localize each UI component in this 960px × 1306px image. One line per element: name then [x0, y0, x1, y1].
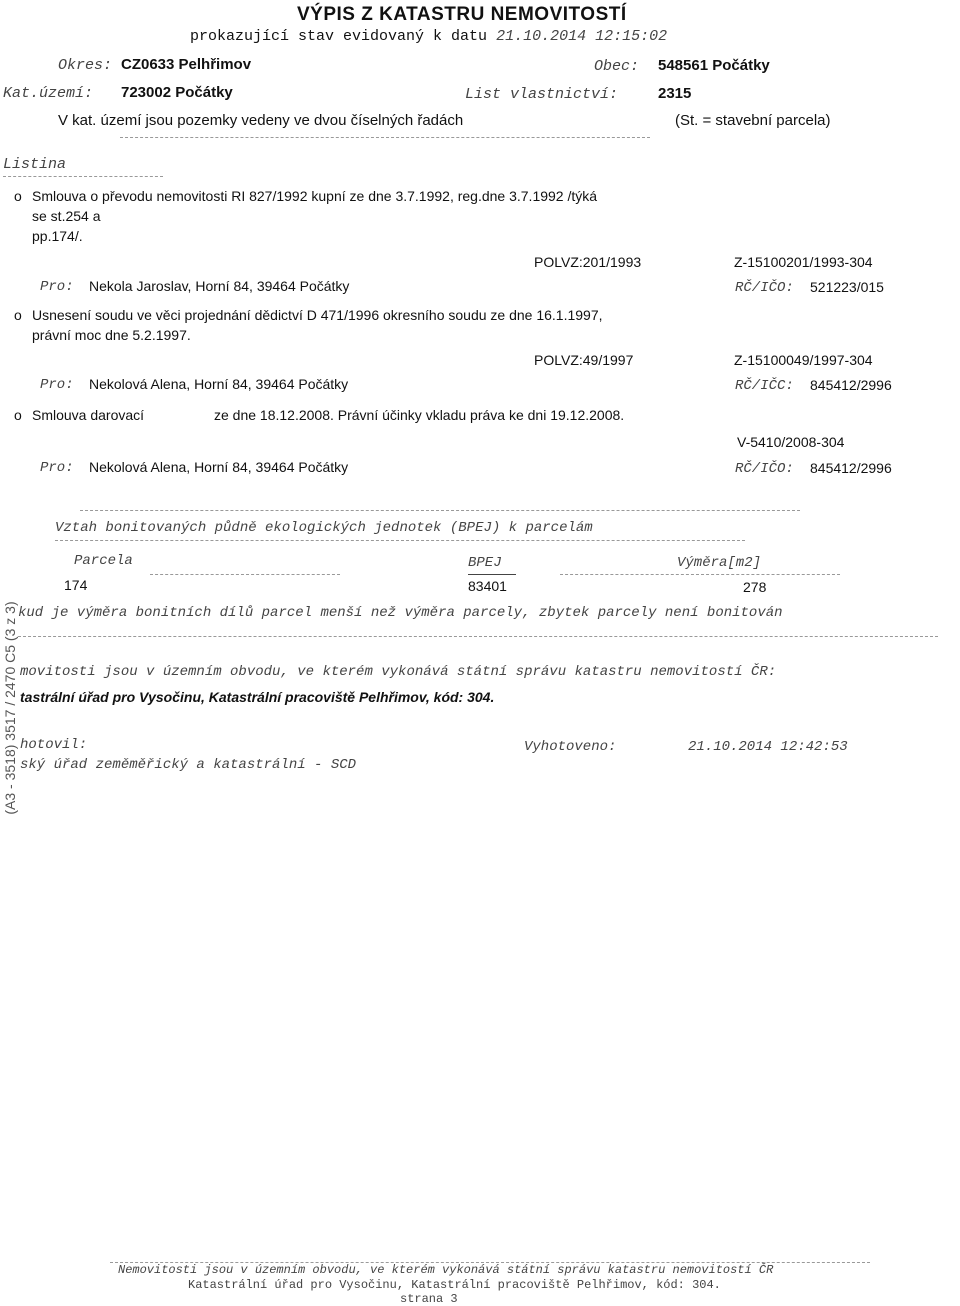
bpej-col-vymera: Výměra[m2] [677, 555, 762, 571]
entry-2-pro-value: Nekolová Alena, Horní 84, 39464 Počátky [89, 376, 349, 392]
entry-3-id-label: RČ/IČO: [735, 461, 794, 477]
list-item-bullet: o [14, 188, 22, 204]
divider [80, 510, 800, 511]
vyhotoveno-value: 21.10.2014 12:42:53 [688, 739, 848, 755]
bpej-note: kud je výměra bonitních dílů parcel menší než výměra parcely, zbytek parcely není bonitován [18, 605, 783, 621]
stavebni-parcela-note: (St. = stavební parcela) [675, 112, 831, 129]
katuzemi-label: Kat.území: [3, 85, 94, 102]
obec-value: 548561 Počátky [658, 57, 770, 74]
entry-2-pro-label: Pro: [40, 377, 74, 393]
obec-label: Obec: [594, 58, 640, 75]
entry-2-polvz: POLVZ:49/1997 [534, 352, 634, 368]
divider [55, 540, 745, 541]
bpej-row-parcela: 174 [64, 577, 88, 593]
entry-1-pro-label: Pro: [40, 279, 74, 295]
divider [3, 176, 163, 177]
okres-value: CZ0633 Pelhřimov [121, 56, 252, 73]
footer-line2: Katastrální úřad pro Vysočinu, Katastrální pracoviště Pelhřimov, kód: 304. [188, 1278, 721, 1292]
vyhotoveno-label: Vyhotoveno: [524, 739, 617, 755]
office-line1: movitosti jsou v územním obvodu, ve kterém vykonává státní správu katastru nemovitostí ČR: [20, 664, 777, 680]
divider [150, 574, 340, 575]
footer-line1: Nemovitosti jsou v územním obvodu, ve kterém vykonává státní správu katastru nemovitostí ČR [118, 1263, 774, 1277]
entry-3-pro-value: Nekolová Alena, Horní 84, 39464 Počátky [89, 459, 349, 475]
listina-heading: Listina [3, 156, 67, 173]
page-number: strana 3 [400, 1292, 458, 1306]
bpej-row-code: 83401 [468, 578, 507, 594]
katuzemi-value: 723002 Počátky [121, 84, 233, 101]
bpej-row-vymera: 278 [743, 579, 767, 595]
okres-label: Okres: [58, 57, 113, 74]
vyhotovil-label: hotovil: [20, 737, 88, 753]
vyhotovil-value: ský úřad zeměměřický a katastrální - SCD [20, 757, 357, 773]
entry-1-line2: se st.254 a [32, 208, 101, 224]
document-subtitle [190, 28, 667, 45]
list-label: List vlastnictví: [465, 86, 619, 103]
list-item-bullet: o [14, 307, 22, 323]
margin-reference: (A3 - 3518) 3517 / 2470 C5 (3 z 3) [2, 601, 18, 815]
entry-1-pro-value: Nekola Jaroslav, Horní 84, 39464 Počátky [89, 278, 350, 294]
bpej-heading: Vztah bonitovaných půdně ekologických jednotek (BPEJ) k parcelám [55, 520, 593, 536]
entry-3-id-value: 845412/2996 [810, 460, 892, 476]
divider [18, 636, 938, 637]
entry-2-line1: Usnesení soudu ve věci projednání dědictví D 471/1996 okresního soudu ze dne 16.1.1997, [32, 307, 603, 323]
entry-1-id-label: RČ/IČO: [735, 280, 794, 296]
subtitle-prefix: prokazující stav evidovaný k datu [190, 28, 488, 45]
entry-1-line1: Smlouva o převodu nemovitosti RI 827/1992 kupní ze dne 3.7.1992, reg.dne 3.7.1992 /týká [32, 188, 598, 204]
list-item-bullet: o [14, 407, 22, 423]
list-value: 2315 [658, 85, 692, 102]
entry-3-line1a: Smlouva darovací [32, 407, 145, 423]
subtitle-date: 21.10.2014 12:15:02 [496, 28, 668, 45]
divider [468, 574, 516, 575]
entry-1-polvz: POLVZ:201/1993 [534, 254, 642, 270]
entry-1-id-value: 521223/015 [810, 279, 884, 295]
entry-1-line3: pp.174/. [32, 228, 83, 244]
entry-3-ref: V-5410/2008-304 [737, 434, 845, 450]
divider [560, 574, 840, 575]
document-title: VÝPIS Z KATASTRU NEMOVITOSTÍ [297, 4, 627, 25]
entry-2-id-label: RČ/IČC: [735, 378, 794, 394]
entry-2-line2: právní moc dne 5.2.1997. [32, 327, 191, 343]
kat-uzemi-note: V kat. území jsou pozemky vedeny ve dvou číselných řadách [58, 112, 464, 129]
bpej-col-bpej: BPEJ [468, 555, 502, 571]
divider [120, 137, 650, 138]
entry-3-line1b: ze dne 18.12.2008. Právní účinky vkladu práva ke dni 19.12.2008. [214, 407, 625, 423]
entry-1-ref: Z-15100201/1993-304 [734, 254, 873, 270]
office-line2: tastrální úřad pro Vysočinu, Katastrální pracoviště Pelhřimov, kód: 304. [20, 689, 495, 705]
entry-2-id-value: 845412/2996 [810, 377, 892, 393]
bpej-col-parcela: Parcela [74, 553, 133, 569]
entry-3-pro-label: Pro: [40, 460, 74, 476]
entry-2-ref: Z-15100049/1997-304 [734, 352, 873, 368]
